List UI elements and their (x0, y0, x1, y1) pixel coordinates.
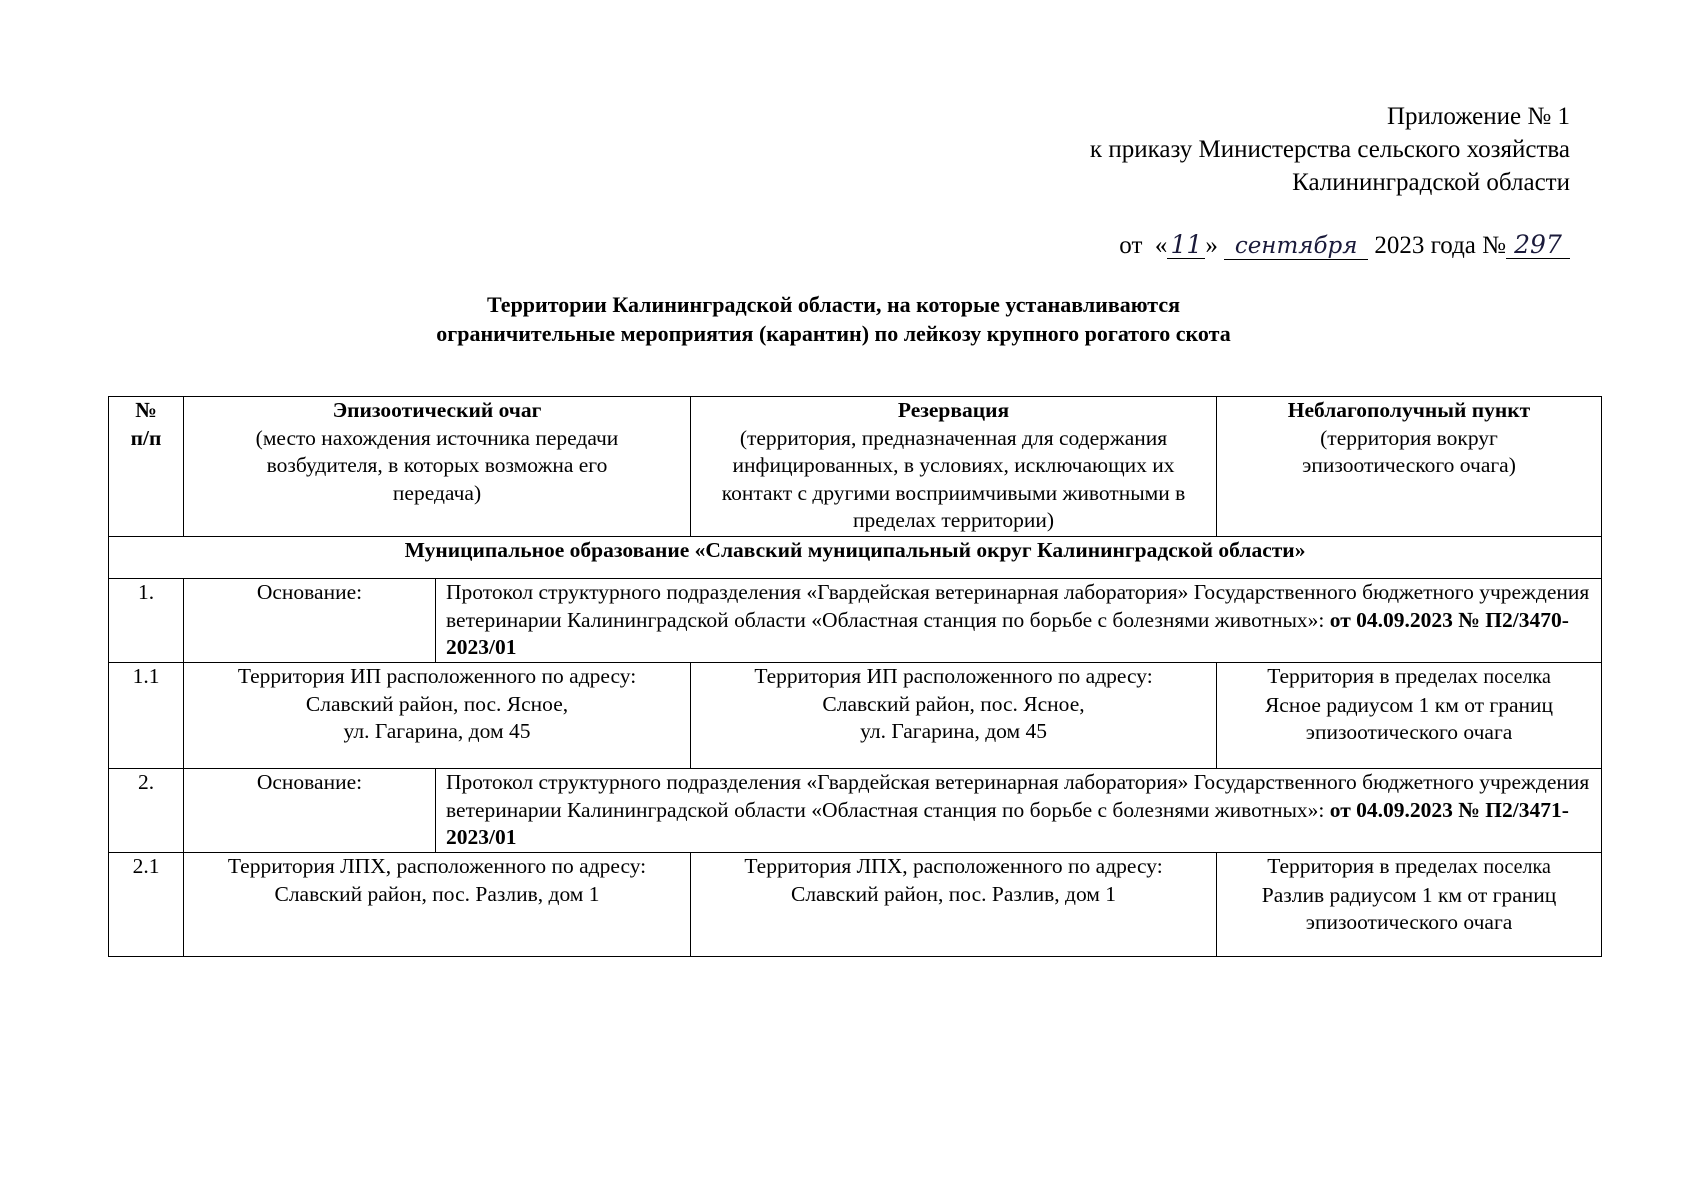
basis-text-2-body: Протокол структурного подразделения «Гвардейская ветеринарная лаборатория» Государственного бюджетного учреждения ветеринарии Калининградской области «Областная станция по борьбе с болезнями животных»: (446, 770, 1590, 822)
header-point-title: Неблагополучный пункт (1287, 398, 1531, 422)
basis-text-2 (436, 769, 1602, 853)
point-cell-1-1 (1217, 663, 1602, 769)
res-2-1-line-2: Славский район, пос. Разлив, дом 1 (790, 881, 1117, 906)
basis-row-2 (109, 769, 1602, 853)
basis-num-2: 2. (109, 769, 184, 853)
handwritten-day: 11 (1167, 232, 1205, 259)
title-line-1: Территории Калининградской области, на которые устанавливаются (486, 292, 1181, 317)
point-1-1-line-1b: поселка (1483, 666, 1551, 688)
reservation-cell-2-1 (691, 853, 1217, 957)
point-1-1-line-1 (1223, 663, 1595, 692)
year-text: 2023 года № (1374, 232, 1506, 259)
header-reservation-desc: (территория, предназначенная для содержания инфицированных, в условиях, исключающих их контакт с другими восприимчивыми животными в пределах территории) (721, 425, 1186, 532)
point-1-1-line-3: эпизоотического очага (1305, 720, 1513, 744)
title-line-2: ограничительные мероприятия (карантин) по лейкозу крупного рогатого скота (436, 321, 1231, 346)
basis-label-2: Основание: (184, 769, 436, 853)
quote-open: « (1154, 232, 1168, 259)
point-2-1-line-1 (1223, 853, 1595, 882)
point-1-1-line-2: Ясное радиусом 1 км от границ (1264, 692, 1554, 717)
res-1-1-line-2: Славский район, пос. Ясное, (822, 691, 1085, 716)
reservation-cell-1-1 (691, 663, 1217, 769)
point-2-1-line-1a: Территория в пределах (1267, 854, 1478, 878)
basis-number-2: от 04.09.2023 № П2/3471-2023/01 (446, 797, 1569, 849)
focus-1-1-line-2: Славский район, пос. Ясное, (305, 691, 569, 716)
basis-row-1 (109, 579, 1602, 663)
focus-1-1-line-3: ул. Гагарина, дом 45 (343, 719, 531, 743)
header-point-desc: (территория вокруг эпизоотического очага) (1302, 425, 1516, 477)
header-focus-title: Эпизоотический очаг (332, 398, 542, 422)
document-title (0, 290, 1697, 348)
focus-1-1-line-1: Территория ИП расположенного по адресу: (237, 664, 637, 688)
appendix-line-1: Приложение № 1 (1386, 103, 1570, 130)
municipality-cell: Муниципальное образование «Славский муниципальный округ Калининградской области» (109, 537, 1602, 579)
territory-row-2-1 (109, 853, 1602, 957)
res-1-1-line-3: ул. Гагарина, дом 45 (860, 719, 1047, 743)
focus-cell-2-1 (184, 853, 691, 957)
territory-row-1-1 (109, 663, 1602, 769)
basis-number-1: от 04.09.2023 № П2/3470-2023/01 (446, 607, 1569, 659)
header-focus-desc: (место нахождения источника передачи возбудителя, в которых возможна его передача) (255, 425, 619, 505)
appendix-line-3: Калининградской области (1292, 169, 1570, 196)
date-prefix: от (1119, 232, 1143, 259)
territory-num-2-1: 2.1 (109, 853, 184, 957)
header-num (109, 397, 184, 537)
header-row (109, 397, 1602, 537)
header-reservation-title: Резервация (897, 398, 1010, 422)
basis-num-1: 1. (109, 579, 184, 663)
header-point (1217, 397, 1602, 537)
point-1-1-line-1a: Территория в пределах (1267, 664, 1478, 688)
municipality-row (109, 537, 1602, 579)
focus-cell-1-1 (184, 663, 691, 769)
header-focus (184, 397, 691, 537)
basis-text-1-body: Протокол структурного подразделения «Гвардейская ветеринарная лаборатория» Государственного бюджетного учреждения ветеринарии Калининградской области «Областная станция по борьбе с болезнями животных»: (446, 580, 1590, 632)
header-num-line-2: п/п (130, 425, 162, 450)
handwritten-order-number: 297 (1506, 232, 1570, 259)
territory-num-1-1: 1.1 (109, 663, 184, 769)
res-1-1-line-1: Территория ИП расположенного по адресу: (754, 664, 1153, 688)
basis-label-1: Основание: (184, 579, 436, 663)
point-2-1-line-3: эпизоотического очага (1305, 910, 1513, 934)
res-2-1-line-1: Территория ЛПХ, расположенного по адресу: (744, 854, 1163, 878)
focus-2-1-line-1: Территория ЛПХ, расположенного по адресу: (227, 854, 647, 878)
header-reservation (691, 397, 1217, 537)
basis-text-1 (436, 579, 1602, 663)
point-cell-2-1 (1217, 853, 1602, 957)
quarantine-territories-table (108, 396, 1602, 957)
focus-2-1-line-2: Славский район, пос. Разлив, дом 1 (274, 881, 600, 906)
appendix-header (1090, 100, 1570, 199)
header-num-line-1: № (135, 398, 157, 422)
handwritten-month: сентября (1224, 233, 1368, 260)
order-date-line (1119, 230, 1570, 262)
point-2-1-line-2: Разлив радиусом 1 км от границ (1261, 882, 1557, 907)
quote-close: » (1205, 232, 1218, 259)
appendix-line-2: к приказу Министерства сельского хозяйства (1089, 136, 1570, 163)
point-2-1-line-1b: поселка (1483, 856, 1551, 878)
